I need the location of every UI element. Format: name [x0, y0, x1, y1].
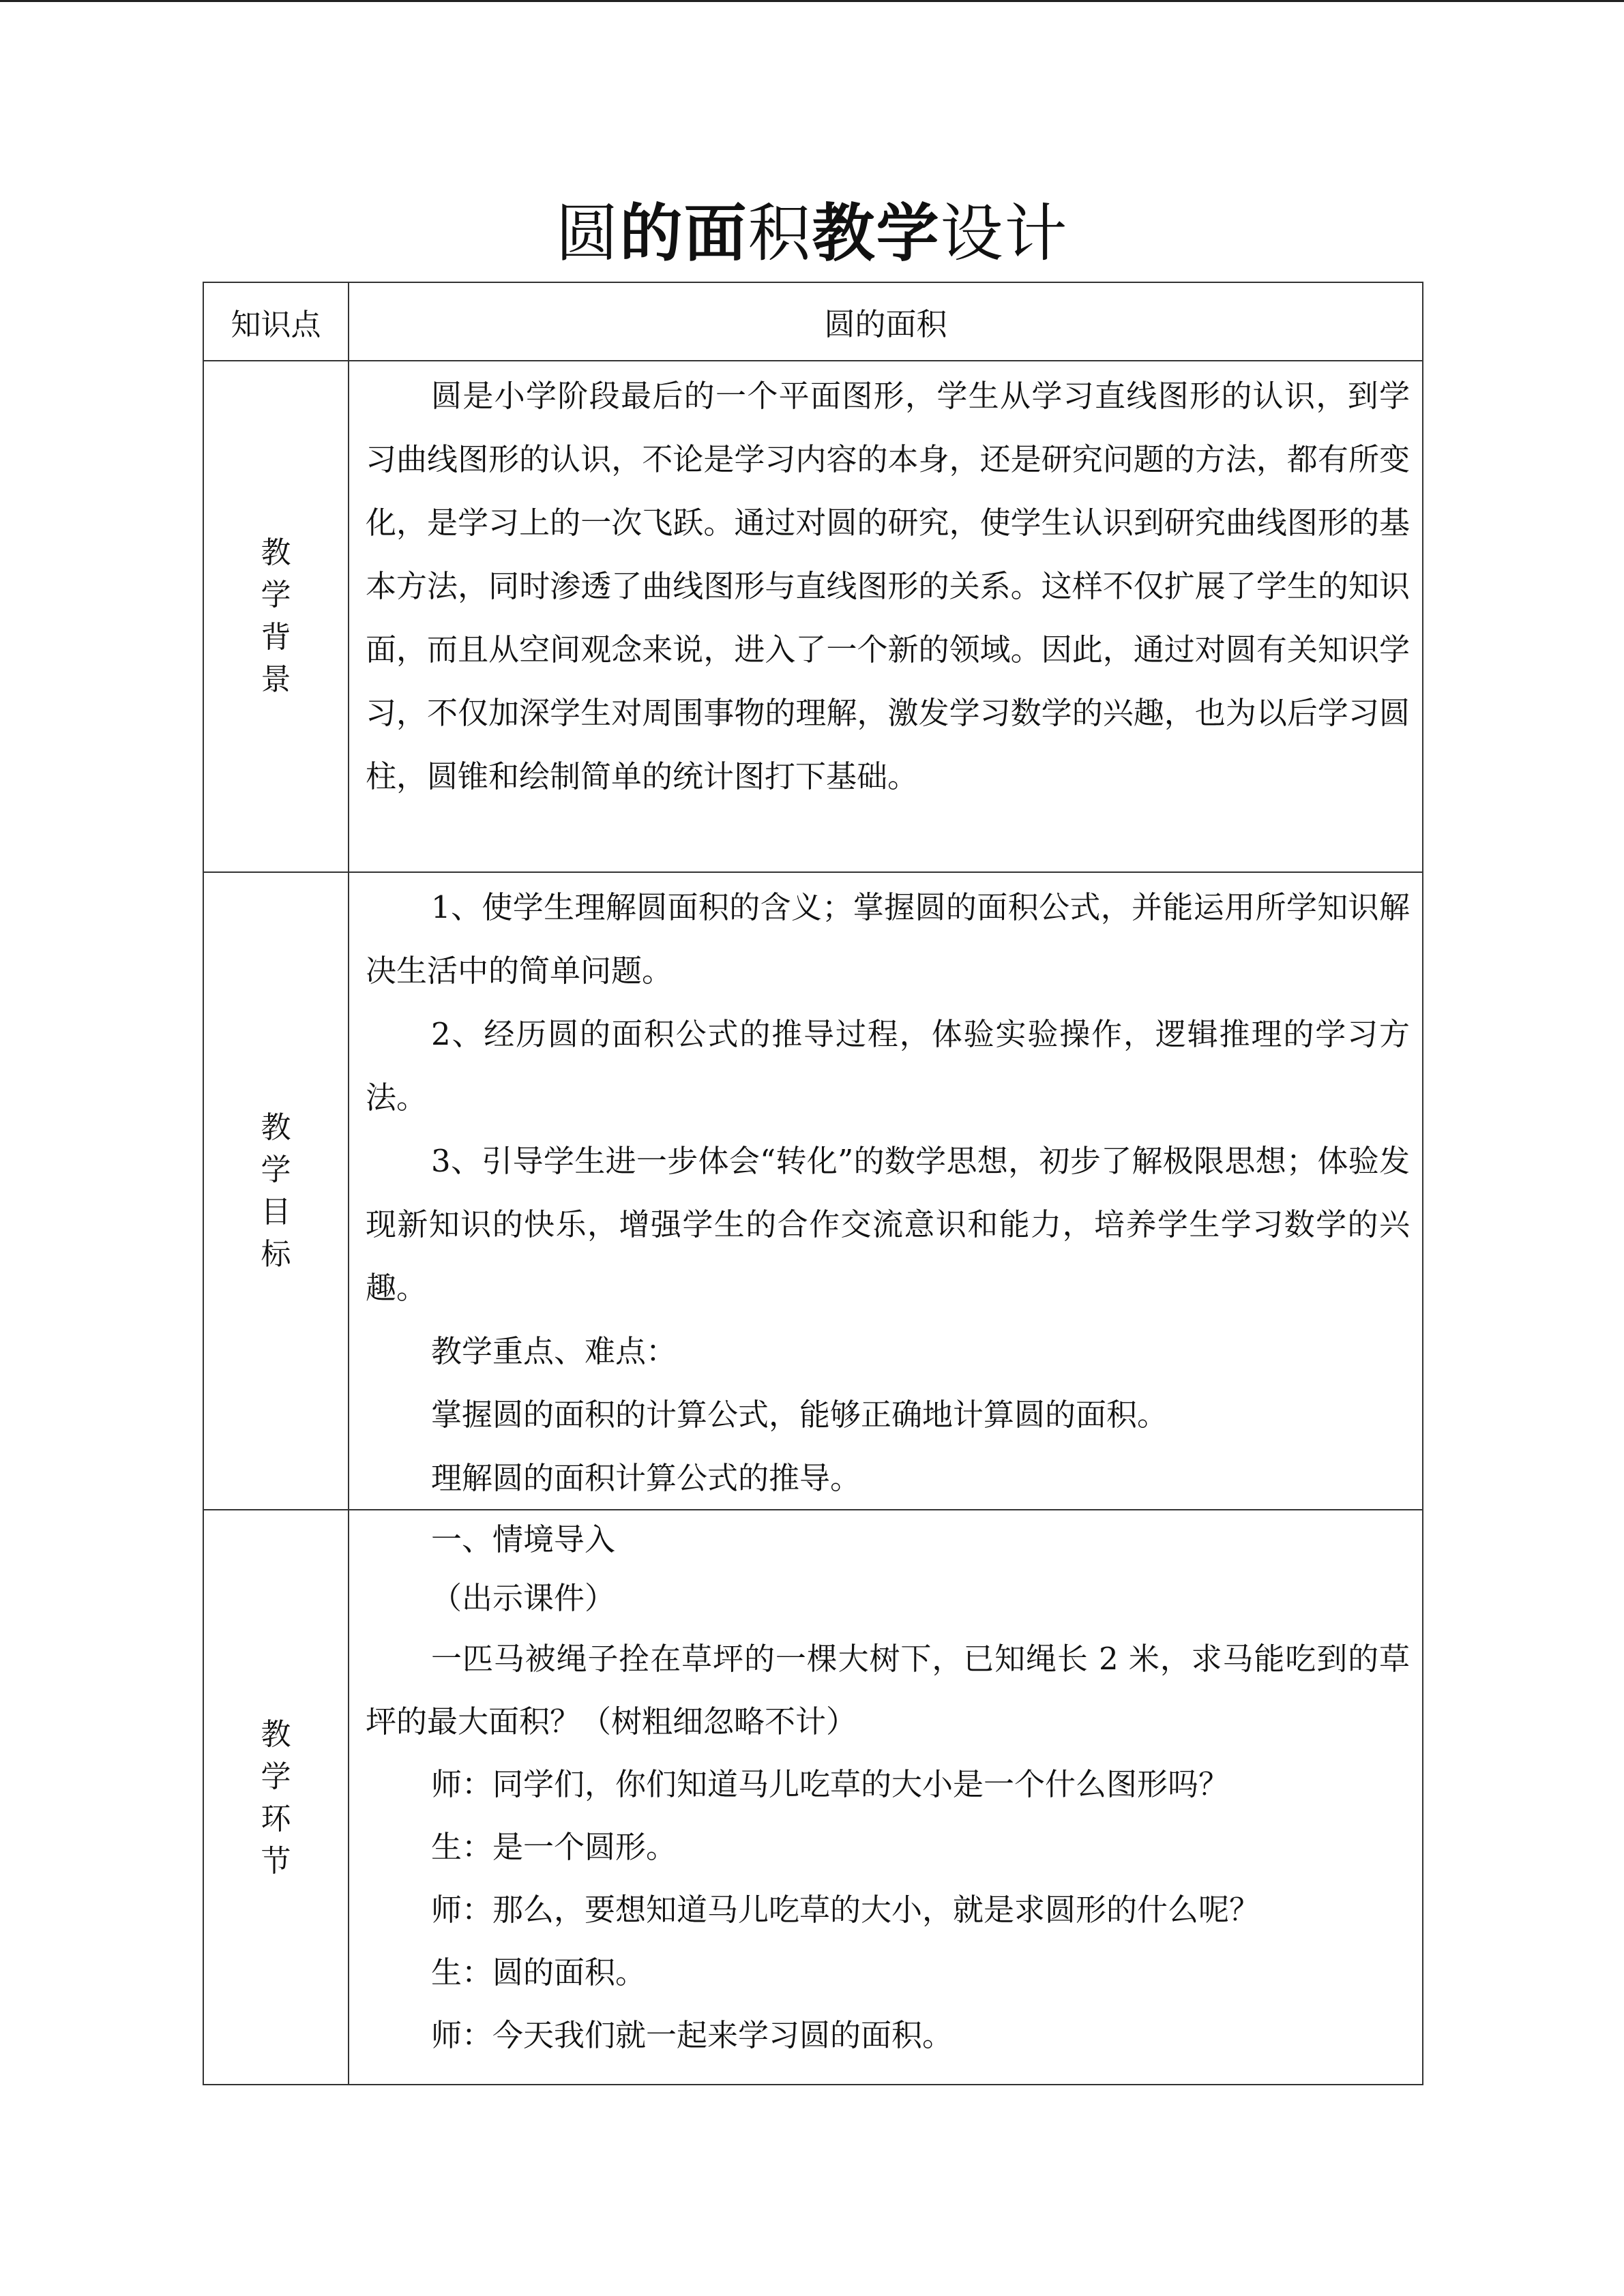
table-row-background [204, 361, 1422, 873]
vertical-label: 教学环节 [261, 1716, 291, 1879]
process-paragraph: 一匹马被绳子拴在草坪的一棵大树下，已知绳长 2 米，求马能吃到的草坪的最大面积？（树粗细忽略不计） [366, 1641, 1410, 1740]
page-top-border [0, 0, 1624, 2]
dialogue-line: 师：今天我们就一起来学习圆的面积。 [431, 2017, 954, 2053]
goal-paragraph: 2、经历圆的面积公式的推导过程，体验实验操作，逻辑推理的学习方法。 [366, 1016, 1410, 1116]
row-label-process [204, 1510, 349, 2085]
goal-paragraph: 3、引导学生进一步体会“转化”的数学思想，初步了解极限思想；体验发现新知识的快乐，增强学生的合作交流意识和能力，培养学生学习数学的兴趣。 [366, 1143, 1410, 1306]
key-points-heading: 教学重点、难点： [431, 1333, 677, 1369]
vertical-label: 教学目标 [261, 1109, 291, 1272]
background-content [349, 361, 1422, 871]
dialogue-line: 师：那么，要想知道马儿吃草的大小，就是求圆形的什么呢？ [431, 1892, 1260, 1928]
background-paragraph: 圆是小学阶段最后的一个平面图形，学生从学习直线图形的认识，到学习曲线图形的认识，不论是学习内容的本身，还是研究问题的方法，都有所变化，是学习上的一次飞跃。通过对圆的研究，使学生认识到研究曲线图形的基本方法，同时渗透了曲线图形与直线图形的关系。这样不仅扩展了学生的知识面，而且从空间观念来说，进入了一个新的领域。因此，通过对圆有关知识学习，不仅加深学生对周围事物的理解，激发学习数学的兴趣，也为以后学习圆柱，圆锥和绘制简单的统计图打下基础。 [366, 378, 1410, 794]
table-row-goals [204, 873, 1422, 1510]
process-paragraph: 一、情境导入 [431, 1521, 616, 1557]
topic-value: 圆的面积 [824, 306, 947, 342]
key-point: 理解圆的面积计算公式的推导。 [431, 1460, 861, 1496]
title-part: 教学 [812, 196, 941, 270]
vertical-label: 教学背景 [261, 535, 291, 697]
dialogue-line: 生：圆的面积。 [431, 1954, 647, 1991]
table-row-topic [204, 283, 1422, 361]
process-content [349, 1510, 1422, 2085]
title-part: 设计 [940, 197, 1069, 270]
lesson-plan-table [203, 282, 1423, 2085]
key-point: 掌握圆的面积的计算公式，能够正确地计算圆的面积。 [431, 1397, 1168, 1433]
row-label-topic: 知识点 [204, 283, 349, 360]
document-title [0, 192, 1624, 275]
process-paragraph: （出示课件） [431, 1580, 616, 1616]
dialogue-line: 师：同学们，你们知道马儿吃草的大小是一个什么图形吗？ [431, 1766, 1230, 1802]
table-row-process [204, 1510, 1422, 2085]
goal-paragraph: 1、使学生理解圆面积的含义；掌握圆的面积公式，并能运用所学知识解决生活中的简单问题。 [366, 889, 1410, 989]
row-label-background [204, 361, 349, 871]
goals-content [349, 873, 1422, 1509]
title-part: 积 [748, 197, 812, 270]
row-label-goals [204, 873, 349, 1509]
title-part: 的面 [619, 196, 748, 270]
dialogue-line: 生：是一个圆形。 [431, 1829, 677, 1865]
title-part: 圆 [555, 197, 620, 270]
